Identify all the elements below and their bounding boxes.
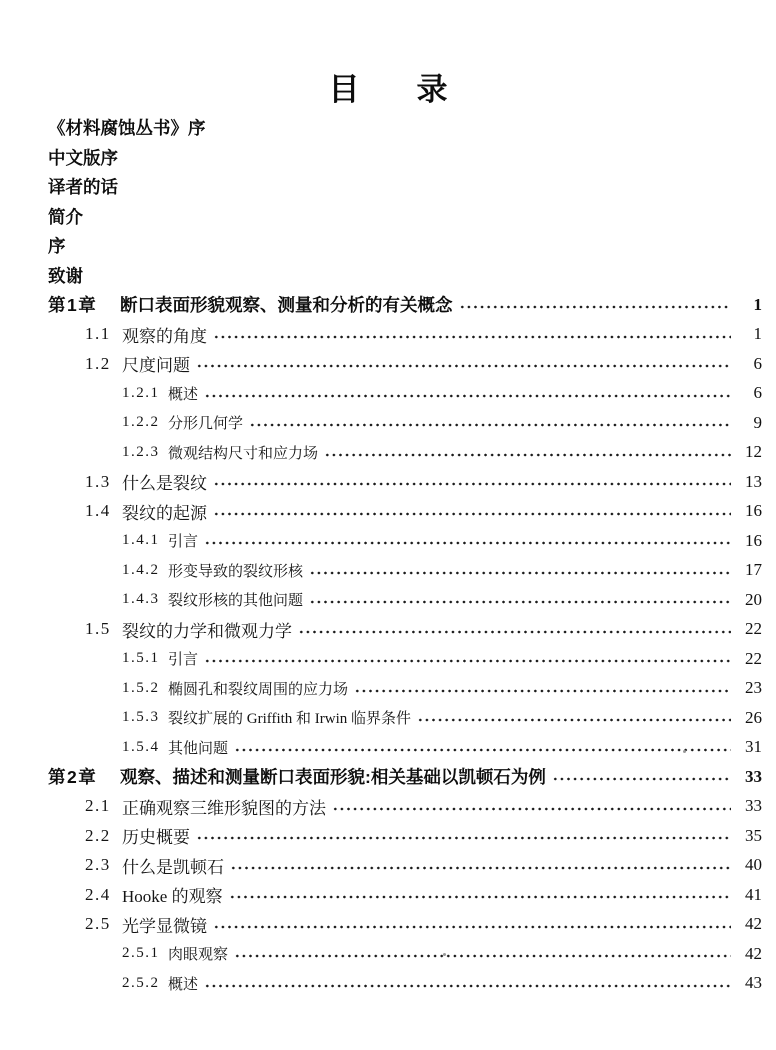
entry-page-number: 26 [745, 707, 762, 727]
toc-row [0, 408, 762, 438]
entry-page-number: 33 [745, 766, 762, 786]
entry-number: 1.4 [85, 501, 111, 521]
entry-title: 中文版序 [48, 147, 118, 168]
toc-row [0, 792, 762, 822]
entry-number: 2.5.1 [122, 945, 160, 962]
entry-number: 1.3 [85, 471, 111, 491]
dot-leader [249, 423, 731, 427]
entry-page-number: 33 [745, 796, 762, 816]
entry-title: 形变导致的裂纹形核 [168, 563, 304, 580]
entry-number: 1.2.3 [122, 443, 160, 460]
entry-page-number: 40 [745, 855, 762, 875]
toc-row [0, 703, 762, 733]
dot-leader [204, 541, 731, 545]
toc-row [0, 438, 762, 468]
toc-row [0, 615, 762, 645]
entry-page-number: 22 [745, 619, 762, 639]
dot-leader [324, 453, 731, 457]
entry-title: 微观结构尺寸和应力场 [168, 445, 319, 462]
entry-number: 1.5 [85, 619, 111, 639]
entry-page-number: 42 [745, 914, 762, 934]
entry-title: 分形几何学 [168, 416, 244, 433]
entry-title: 致谢 [48, 265, 83, 286]
dot-leader [213, 482, 731, 486]
dot-leader [196, 836, 731, 840]
entry-number: 1.2.1 [122, 384, 160, 401]
toc-row [0, 143, 762, 173]
entry-number: 第1章 [48, 295, 98, 316]
toc-row [0, 556, 762, 586]
entry-title: Hooke 的观察 [122, 887, 223, 907]
dot-leader [552, 777, 731, 781]
entry-title: 历史概要 [122, 828, 190, 848]
entry-number: 1.4.2 [122, 561, 160, 578]
entry-number: 1.5.4 [122, 738, 160, 755]
entry-page-number: 31 [745, 737, 762, 757]
entry-number: 1.5.1 [122, 650, 160, 667]
entry-page-number: 41 [745, 884, 762, 904]
toc-row [0, 969, 762, 999]
entry-page-number: 9 [753, 412, 762, 432]
toc-row [0, 644, 762, 674]
entry-page-number: 17 [745, 560, 762, 580]
dot-leader [213, 335, 731, 339]
dot-leader [204, 659, 731, 663]
entry-title: 光学显微镜 [122, 916, 207, 936]
toc-row [0, 379, 762, 409]
toc-row [0, 231, 762, 261]
entry-title: 简介 [48, 206, 83, 227]
entry-page-number: 1 [753, 294, 762, 314]
toc-row [0, 320, 762, 350]
entry-title: 观察的角度 [122, 326, 207, 346]
toc-row [0, 113, 762, 143]
entry-page-number: 6 [753, 383, 762, 403]
dot-leader [309, 600, 731, 604]
entry-page-number: 23 [745, 678, 762, 698]
dot-leader [229, 895, 731, 899]
toc-row [0, 172, 762, 202]
entry-page-number: 1 [753, 324, 762, 344]
entry-title: 概述 [168, 976, 199, 993]
scan-speck [443, 953, 446, 956]
dot-leader [309, 571, 731, 575]
entry-page-number: 42 [745, 943, 762, 963]
dot-leader [234, 748, 731, 752]
entry-title: 裂纹形核的其他问题 [168, 593, 304, 610]
entry-number: 2.1 [85, 796, 111, 816]
scan-speck [683, 750, 686, 753]
entry-title: 裂纹的力学和微观力学 [122, 621, 292, 641]
dot-leader [213, 925, 731, 929]
entry-title: 引言 [168, 534, 199, 551]
entry-number: 1.4.3 [122, 591, 160, 608]
dot-leader [417, 718, 731, 722]
entry-page-number: 13 [745, 471, 762, 491]
entry-page-number: 22 [745, 648, 762, 668]
entry-number: 2.3 [85, 855, 111, 875]
entry-page-number: 20 [745, 589, 762, 609]
entry-title: 序 [48, 236, 66, 257]
dot-leader [332, 807, 731, 811]
entry-title: 观察、描述和测量断口表面形貌:相关基础以凯顿石为例 [120, 767, 546, 788]
entry-title: 裂纹扩展的 Griffith 和 Irwin 临界条件 [168, 711, 412, 728]
entry-title: 椭圆孔和裂纹周围的应力场 [168, 681, 349, 698]
entry-title: 裂纹的起源 [122, 503, 207, 523]
dot-leader [230, 866, 731, 870]
toc-row [0, 290, 762, 320]
entry-title: 其他问题 [168, 740, 229, 757]
dot-leader [459, 305, 732, 309]
toc-row [0, 939, 762, 969]
entry-number: 1.2.2 [122, 414, 160, 431]
dot-leader [204, 984, 731, 988]
entry-number: 1.5.3 [122, 709, 160, 726]
dot-leader [213, 512, 731, 516]
entry-page-number: 35 [745, 825, 762, 845]
toc-row [0, 674, 762, 704]
entry-number: 1.2 [85, 353, 111, 373]
entry-number: 2.5 [85, 914, 111, 934]
entry-page-number: 16 [745, 501, 762, 521]
toc-row [0, 497, 762, 527]
entry-title: 正确观察三维形貌图的方法 [122, 798, 326, 818]
toc-row [0, 202, 762, 232]
entry-title: 《材料腐蚀丛书》序 [48, 118, 206, 139]
entry-title: 概述 [168, 386, 199, 403]
toc-row [0, 733, 762, 763]
dot-leader [234, 954, 731, 958]
dot-leader [204, 394, 731, 398]
entry-page-number: 16 [745, 530, 762, 550]
toc-row [0, 261, 762, 291]
entry-number: 第2章 [48, 767, 98, 788]
entry-title: 译者的话 [48, 177, 118, 198]
entry-number: 2.4 [85, 884, 111, 904]
entry-number: 1.1 [85, 324, 111, 344]
entry-title: 什么是裂纹 [122, 474, 207, 494]
entry-number: 2.5.2 [122, 974, 160, 991]
toc-row [0, 762, 762, 792]
entry-page-number: 6 [753, 353, 762, 373]
toc-row [0, 526, 762, 556]
entry-title: 什么是凯顿石 [122, 857, 224, 877]
dot-leader [298, 630, 731, 634]
entry-title: 尺度问题 [122, 356, 190, 376]
entry-page-number: 12 [745, 442, 762, 462]
toc-row [0, 910, 762, 940]
entry-number: 1.4.1 [122, 532, 160, 549]
entry-page-number: 43 [745, 973, 762, 993]
toc-row [0, 880, 762, 910]
toc-row [0, 851, 762, 881]
entry-number: 1.5.2 [122, 679, 160, 696]
dot-leader [354, 689, 731, 693]
toc-list [0, 113, 776, 998]
entry-title: 断口表面形貌观察、测量和分析的有关概念 [120, 295, 453, 316]
toc-row [0, 467, 762, 497]
dot-leader [196, 364, 731, 368]
entry-title: 引言 [168, 652, 199, 669]
entry-number: 2.2 [85, 825, 111, 845]
entry-title: 肉眼观察 [168, 947, 229, 964]
page-title: 目录 [328, 72, 505, 107]
toc-row [0, 821, 762, 851]
toc-row [0, 585, 762, 615]
toc-row [0, 349, 762, 379]
